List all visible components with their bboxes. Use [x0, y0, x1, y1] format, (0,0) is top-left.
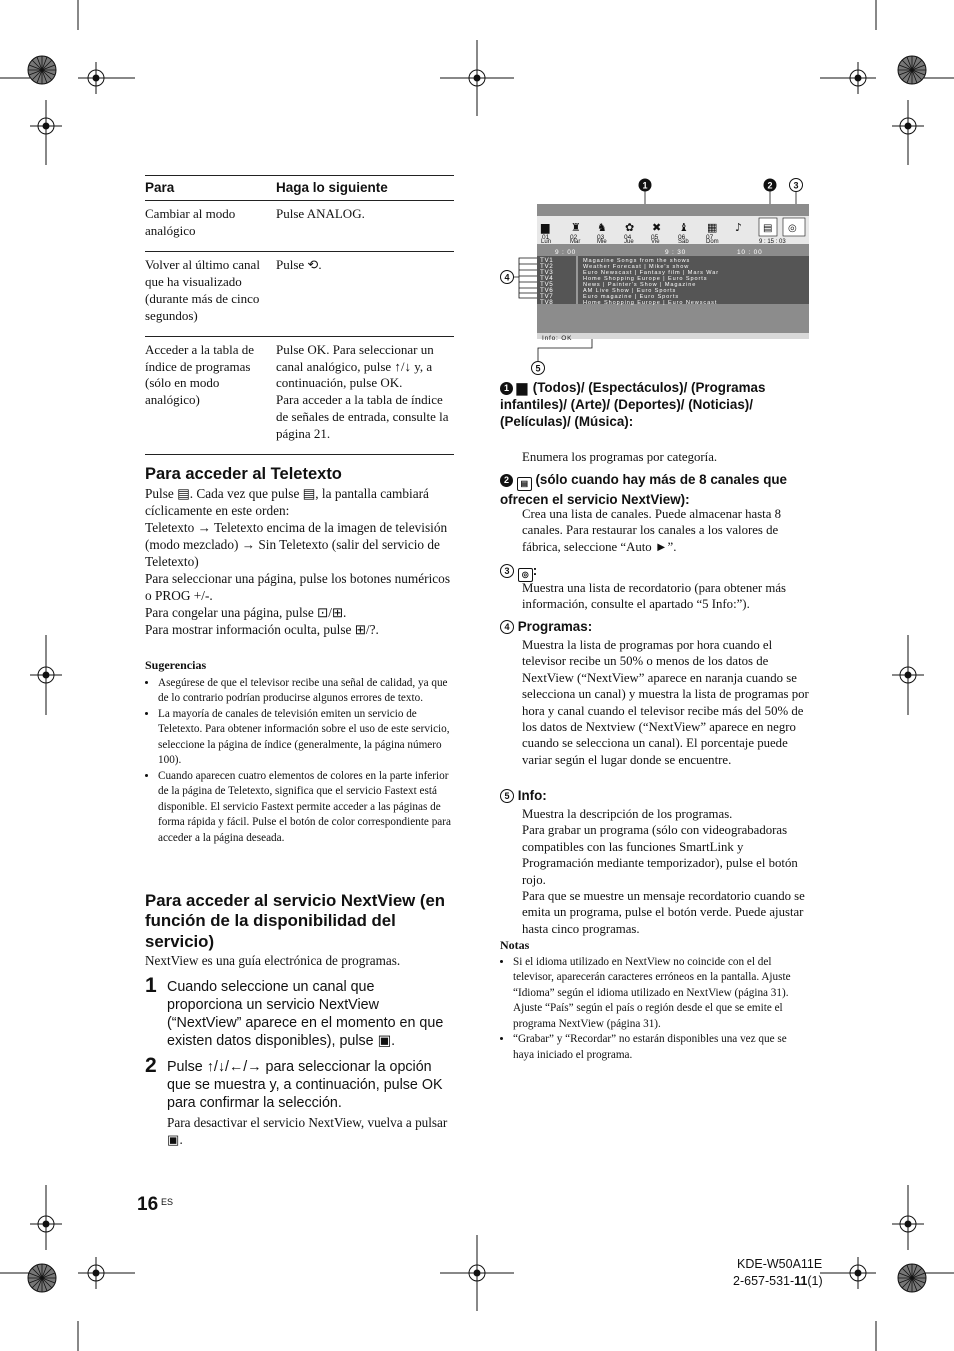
svg-text:✖: ✖ — [652, 221, 662, 234]
table-cell: Acceder a la tabla de índice de programas (sólo en modo analógico) — [145, 336, 276, 454]
svg-text:10 : 00: 10 : 00 — [737, 249, 763, 256]
legend-item-1-head-text: (Todos)/ (Espectáculos)/ (Programas infantiles)/ (Arte)/ (Deportes)/ (Noticias)/ (Películas)/ (Música): — [500, 380, 766, 430]
legend-item-2-head-text: (sólo cuando hay más de 8 canales que ofrecen el servicio NextView): — [500, 472, 788, 507]
step-2-text: Pulse ↑/↓/←/→ para seleccionar la opción que se muestra y, a continuación, pulse OK para confirmar la selección. — [167, 1059, 443, 1111]
svg-text:Euro Newscast | Fantasy film |: Euro Newscast | Fantasy film | Mars War — [583, 270, 720, 276]
svg-text:Home Shopping Europe | Euro Sp: Home Shopping Europe | Euro Sports — [583, 276, 708, 282]
nextview-screen-illustration — [497, 176, 817, 376]
svg-text:✿: ✿ — [625, 221, 635, 234]
svg-text:4: 4 — [504, 272, 510, 283]
nextview-intro: NextView es una guía electrónica de programas. — [145, 953, 401, 968]
list-item: • Si el idioma utilizado en NextView no coincide con el del televisor, aparecerán caracteres erróneos en la pantalla. Ajuste “Idioma” según el idioma utilizado en NextView (página 31). Ajuste “País” según el país o región desde el que se emite el programa NextView (página 31). — [513, 955, 810, 1032]
svg-text:Sab: Sab — [678, 239, 689, 245]
reminder-icon: ◎ — [518, 568, 533, 582]
legend-item-3-body: Muestra una lista de recordatorio (para obtener más información, consulte el apartado “5 Info:”). — [522, 581, 787, 612]
callout-4-icon: 4 — [500, 620, 514, 634]
callout-2-icon: 2 — [500, 474, 513, 487]
svg-text:♪: ♪ — [735, 221, 743, 234]
svg-text:9 : 00: 9 : 00 — [555, 249, 577, 256]
svg-text:5: 5 — [535, 363, 541, 374]
model-number: KDE-W50A11E — [737, 1257, 823, 1271]
part-code-suffix: (1) — [807, 1274, 823, 1288]
svg-text:06: 06 — [678, 234, 686, 241]
notas-heading: Notas — [500, 938, 530, 952]
step-1-number: 1 — [145, 974, 157, 997]
callout-5-icon: 5 — [500, 789, 514, 803]
legend-item-2-body: Crea una lista de canales. Puede almacenar hasta 8 canales. Para restaurar los canales a los valores de fábrica, seleccione “Auto ►”. — [522, 507, 782, 554]
svg-text:◎: ◎ — [788, 223, 797, 234]
table-cell: Pulse OK. Para seleccionar un canal analógico, pulse ↑/↓ y, a continuación, pulse OK. Para acceder a la tabla de índice de señales de entrada, consulte la página 21. — [276, 336, 454, 454]
table-row — [145, 336, 454, 454]
svg-text:Magazine Songs from: Magazine Songs from the shows — [583, 258, 691, 264]
svg-text:TV3: TV3 — [540, 269, 554, 276]
svg-text:▦: ▦ — [707, 221, 718, 234]
step-2-note: Para desactivar el servicio NextView, vuelva a pulsar ▣. — [167, 1115, 448, 1147]
screen-diagram — [497, 176, 817, 376]
svg-text:9 : 30: 9 : 30 — [665, 249, 687, 256]
svg-text:News | Painter's Show | Magazi: News | Painter's Show | Magazine — [583, 282, 697, 288]
function-table — [145, 175, 454, 455]
return-icon: ⟲ — [307, 257, 319, 273]
legend-item-5-heading — [500, 787, 547, 804]
legend-item-1-heading — [500, 379, 810, 430]
sugerencias-list — [145, 676, 455, 846]
svg-text:07: 07 — [706, 234, 714, 241]
svg-text:04: 04 — [624, 234, 632, 241]
legend-item-1-body: Enumera los programas por categoría. — [522, 450, 718, 464]
svg-text:2: 2 — [767, 180, 773, 191]
list-item: • Cuando aparecen cuatro elementos de colores en la parte inferior de la página de Teletexto, significa que el servicio Fastext está disponible. El servicio Fastext permite acceder a las páginas de forma rápida y fácil. Pulse el botón de color correspondiente para acceder a la página deseada. — [158, 769, 455, 846]
step-2-number: 2 — [145, 1054, 157, 1077]
step-1-text: Cuando seleccione un canal que proporciona un servicio NextView (“NextView” aparece en el momento en que existen datos disponibles), pulse ▣. — [167, 979, 444, 1049]
part-code-bold: 11 — [794, 1274, 808, 1288]
svg-text:01: 01 — [542, 234, 550, 241]
notas-list — [500, 955, 810, 1063]
svg-text:Home Shopping Europe | Euro Ne: Home Shopping Europe | Euro Newscast — [583, 300, 718, 306]
svg-text:TV1: TV1 — [540, 257, 554, 264]
sugerencias-heading: Sugerencias — [145, 658, 207, 672]
svg-text:02: 02 — [570, 234, 578, 241]
svg-text:1: 1 — [642, 180, 648, 191]
legend-item-3-heading — [500, 562, 537, 582]
table-row — [145, 252, 454, 337]
svg-text:TV4: TV4 — [540, 275, 554, 282]
legend-item-4-heading — [500, 618, 592, 635]
todos-icon: ▆ — [516, 380, 528, 395]
svg-text:TV6: TV6 — [540, 287, 554, 294]
legend-item-5-body: Muestra la descripción de los programas. Para grabar un programa (sólo con videograbadoras compatibles con las funciones SmartLink y Programación mediante temporizador), pulse el botón rojo. Para que se muestre un mensaje recordatorio cuando se emita un programa, pulse el botón verde. Puede ajustar hasta cinco programas. — [522, 807, 805, 936]
svg-text:Vie: Vie — [651, 239, 660, 245]
teletexto-body: Pulse ▤. Cada vez que pulse ▤, la pantalla cambiará cíclicamente en este orden: Teletexto → Teletexto encima de la imagen de televisión (modo mezclado) → Sin Teletexto (salir del servicio de Teletexto) Para seleccionar una página, pulse los botones numéricos o PROG +/-. Para congelar una página, pulse ⊡/⊞. Para mostrar información oculta, pulse ⊞/?. — [145, 486, 450, 637]
table-cell: Volver al último canal que ha visualizado (durante más de cinco segundos) — [145, 252, 276, 337]
svg-text:Mie: Mie — [597, 239, 607, 245]
callout-3-icon: 3 — [500, 564, 514, 578]
svg-text:♞: ♞ — [597, 221, 607, 234]
list-item: • Asegúrese de que el televisor recibe una señal de calidad, ya que de lo contrario podrían producirse algunos errores de texto. — [158, 676, 455, 707]
table-cell: Cambiar al modo analógico — [145, 201, 276, 252]
nextview-heading: Para acceder al servicio NextView (en función de la disponibilidad del servicio) — [145, 891, 446, 951]
svg-text:♜: ♜ — [571, 221, 581, 234]
legend-item-4-body: Muestra la lista de programas por hora cuando el televisor recibe un 50% o menos de los datos de NextView (“NextView” aparece en naranja cuando se selecciona un canal) y muestra la lista de programas por hora y canal cuando el televisor recibe más del 50% de los datos de Nextview (“NextView” aparece en negro cuando se selecciona un canal). El porcentaje puede variar según el lugar donde se encuentre. — [522, 638, 809, 767]
svg-text:TV7: TV7 — [540, 293, 554, 300]
list-item: • “Grabar” y “Recordar” no estarán disponibles una vez que se haya iniciado el programa. — [513, 1032, 810, 1063]
list-item: • La mayoría de canales de televisión emiten un servicio de Teletexto. Para obtener información sobre el uso de este servicio, seleccione la página de índice (generalmente, la página número 100). — [158, 707, 455, 769]
channel-list-icon: ▤ — [517, 477, 532, 491]
svg-text:Euro magazine | Euro: Euro magazine | Euro Sports — [583, 294, 680, 300]
svg-text:TV2: TV2 — [540, 263, 554, 270]
legend-item-3-head-text: : — [532, 563, 538, 578]
svg-text:Dom: Dom — [706, 239, 719, 245]
teletexto-heading: Para acceder al Teletexto — [145, 465, 342, 483]
svg-text:Weather Forecast | Mike's show: Weather Forecast | Mike's show — [583, 264, 690, 270]
part-code-prefix: 2-657-531- — [733, 1274, 795, 1288]
svg-text:03: 03 — [597, 234, 605, 241]
legend-item-5-head-text: Info: — [517, 788, 547, 803]
svg-text:Jue: Jue — [624, 239, 634, 245]
svg-text:Lun: Lun — [541, 239, 552, 245]
table-cell: Pulse ANALOG. — [276, 201, 454, 252]
svg-text:♝: ♝ — [679, 221, 689, 234]
table-header-haga: Haga lo siguiente — [276, 176, 454, 201]
page-language: ES — [161, 1197, 174, 1207]
svg-text:05: 05 — [651, 234, 659, 241]
table-cell: Pulse ⟲. — [276, 252, 454, 337]
svg-text:TV5: TV5 — [540, 281, 554, 288]
page-number: 16 — [137, 1194, 159, 1215]
svg-text:TV8: TV8 — [540, 299, 554, 306]
table-header-para: Para — [145, 176, 276, 201]
svg-text:Mar: Mar — [570, 239, 581, 245]
svg-text:Info: OK: Info: OK — [542, 335, 573, 342]
legend-item-4-head-text: Programas: — [517, 619, 593, 634]
svg-text:AM Live Show | Euro Sports: AM Live Show | Euro Sports — [583, 288, 677, 294]
table-row — [145, 201, 454, 252]
svg-text:3: 3 — [793, 180, 799, 191]
callout-1-icon: 1 — [500, 382, 513, 395]
part-code — [733, 1273, 823, 1289]
svg-text:▆: ▆ — [541, 221, 550, 234]
svg-text:▤: ▤ — [763, 223, 773, 234]
legend-item-2-heading — [500, 471, 810, 508]
svg-text:9 : 15 : 03: 9 : 15 : 03 — [759, 239, 786, 245]
